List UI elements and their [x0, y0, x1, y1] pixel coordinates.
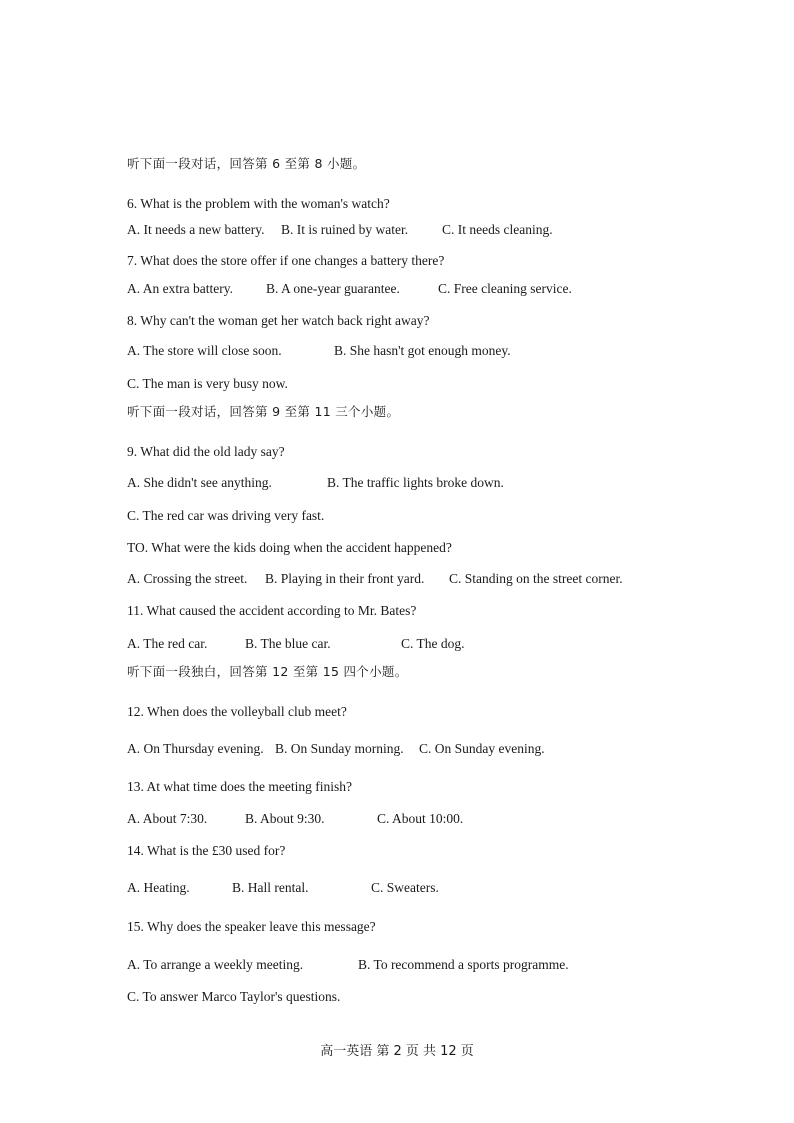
option-9b: B. The traffic lights broke down.	[327, 475, 504, 490]
option-13c: C. About 10:00.	[377, 811, 464, 826]
option-10c: C. Standing on the street corner.	[449, 571, 623, 586]
option-10b: B. Playing in their front yard.	[265, 571, 425, 586]
option-11b: B. The blue car.	[245, 636, 331, 651]
section-instruction-1: 听下面一段对话，回答第 6 至第 8 小题。	[127, 156, 366, 171]
option-9a: A. She didn't see anything.	[127, 475, 272, 490]
section-instruction-3: 听下面一段独白，回答第 12 至第 15 四个小题。	[127, 664, 408, 679]
option-14c: C. Sweaters.	[371, 880, 439, 895]
section-instruction-2: 听下面一段对话，回答第 9 至第 11 三个小题。	[127, 404, 400, 419]
question-11: 11. What caused the accident according to Mr. Bates?	[127, 603, 417, 618]
option-12c: C. On Sunday evening.	[419, 741, 545, 756]
question-12: 12. When does the volleyball club meet?	[127, 704, 347, 719]
option-9c: C. The red car was driving very fast.	[127, 508, 325, 523]
option-15a: A. To arrange a weekly meeting.	[127, 957, 304, 972]
question-15: 15. Why does the speaker leave this message?	[127, 919, 376, 934]
question-14: 14. What is the £30 used for?	[127, 843, 286, 858]
option-13b: B. About 9:30.	[245, 811, 325, 826]
option-6b: B. It is ruined by water.	[281, 222, 409, 237]
option-8b: B. She hasn't got enough money.	[334, 343, 511, 358]
question-8: 8. Why can't the woman get her watch back right away?	[127, 313, 430, 328]
question-9: 9. What did the old lady say?	[127, 444, 285, 459]
option-6c: C. It needs cleaning.	[442, 222, 553, 237]
question-6: 6. What is the problem with the woman's watch?	[127, 196, 390, 211]
option-12a: A. On Thursday evening.	[127, 741, 264, 756]
option-11c: C. The dog.	[401, 636, 465, 651]
option-7c: C. Free cleaning service.	[438, 281, 572, 296]
option-14a: A. Heating.	[127, 880, 190, 895]
page-footer: 高一英语 第 2 页 共 12 页	[320, 1044, 474, 1059]
option-11a: A. The red car.	[127, 636, 208, 651]
option-7b: B. A one-year guarantee.	[266, 281, 400, 296]
option-8c: C. The man is very busy now.	[127, 376, 288, 391]
option-15b: B. To recommend a sports programme.	[358, 957, 569, 972]
option-8a: A. The store will close soon.	[127, 343, 282, 358]
question-13: 13. At what time does the meeting finish?	[127, 779, 352, 794]
option-12b: B. On Sunday morning.	[275, 741, 404, 756]
option-7a: A. An extra battery.	[127, 281, 233, 296]
option-10a: A. Crossing the street.	[127, 571, 248, 586]
option-6a: A. It needs a new battery.	[127, 222, 265, 237]
question-10: TO. What were the kids doing when the accident happened?	[127, 540, 452, 555]
option-15c: C. To answer Marco Taylor's questions.	[127, 989, 341, 1004]
option-14b: B. Hall rental.	[232, 880, 309, 895]
option-13a: A. About 7:30.	[127, 811, 208, 826]
question-7: 7. What does the store offer if one changes a battery there?	[127, 253, 445, 268]
